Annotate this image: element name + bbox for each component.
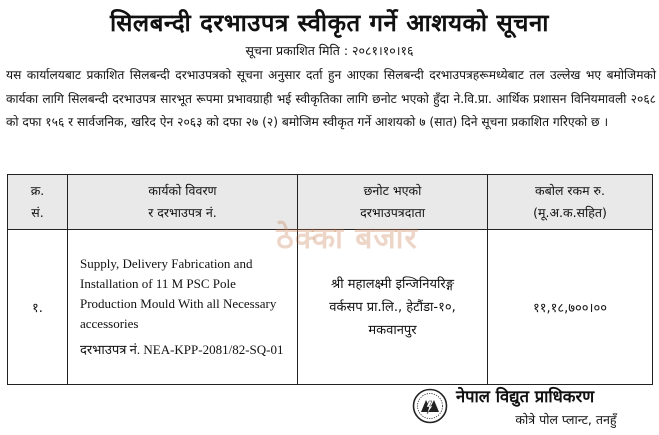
header-description	[68, 175, 298, 230]
organization-name: नेपाल विद्युत प्राधिकरण	[456, 387, 595, 406]
office-name: कोत्रे पोल प्लान्ट, तनहुँ	[515, 412, 617, 427]
notice-title: सिलबन्दी दरभाउपत्र स्वीकृत गर्ने आशयको सूचना	[109, 9, 549, 37]
row-description: Supply, Delivery Fabrication and Installation of 11 M PSC Pole Production Mould With all Necessary accessories	[80, 256, 277, 331]
row-bid-number: दरभाउपत्र नं. NEA-KPP-2081/82-SQ-01	[80, 342, 284, 357]
row-supplier-cell	[298, 230, 488, 385]
header-serial-line2: सं.	[31, 205, 44, 220]
row-amount: ११,१८,७००।००	[488, 230, 653, 385]
header-amount	[488, 175, 653, 230]
header-serial	[8, 175, 68, 230]
row-supplier-line1: श्री महालक्ष्मी इन्जिनियरिङ्ग	[331, 276, 454, 292]
notice-body: यस कार्यालयबाट प्रकाशित सिलबन्दी दरभाउपत्रको सूचना अनुसार दर्ता हुन आएका सिलबन्दी दरभाउपत्रहरूमध्येबाट तल उल्लेख भए बमोजिमको कार्यका लागि सिलबन्दी दरभाउपत्र सारभूत रूपमा प्रभावग्राही भई स्वीकृतिका लागि छनोट भएको हुँदा ने.वि.प्रा. आर्थिक प्रशासन विनियमावली २०६८ को दफा १५६ र सार्वजनिक, खरिद ऐन २०६३ को दफा २७ (२) बमोजिम स्वीकृत गर्ने आशयको ७ (सात) दिने सूचना प्रकाशित गरिएको छ ।	[6, 68, 656, 129]
row-serial: १.	[8, 230, 68, 385]
header-description-line1: कार्यको विवरण	[148, 183, 217, 198]
header-amount-line2: (मू.अ.क.सहित)	[533, 205, 607, 220]
watermark: ठेक्का बजार	[276, 221, 418, 256]
row-description-cell	[68, 230, 298, 385]
table-row	[8, 230, 653, 385]
header-amount-line1: कबोल रकम रु.	[534, 183, 606, 198]
row-supplier-line2: वर्कसप प्रा.लि., हेटौंडा-१०,	[329, 299, 456, 315]
header-supplier	[298, 175, 488, 230]
table-header-row	[8, 175, 653, 230]
publish-date: सूचना प्रकाशित मिति : २०८१।१०।१६	[245, 43, 414, 58]
award-table	[7, 174, 653, 385]
nea-logo-icon	[412, 388, 448, 424]
header-supplier-line1: छनोट भएको	[363, 183, 422, 198]
header-serial-line1: क्र.	[30, 183, 45, 198]
header-description-line2: र दरभाउपत्र नं.	[148, 205, 217, 220]
header-supplier-line2: दरभाउपत्रदाता	[360, 205, 425, 220]
row-supplier-line3: मकवानपुर	[368, 322, 417, 338]
